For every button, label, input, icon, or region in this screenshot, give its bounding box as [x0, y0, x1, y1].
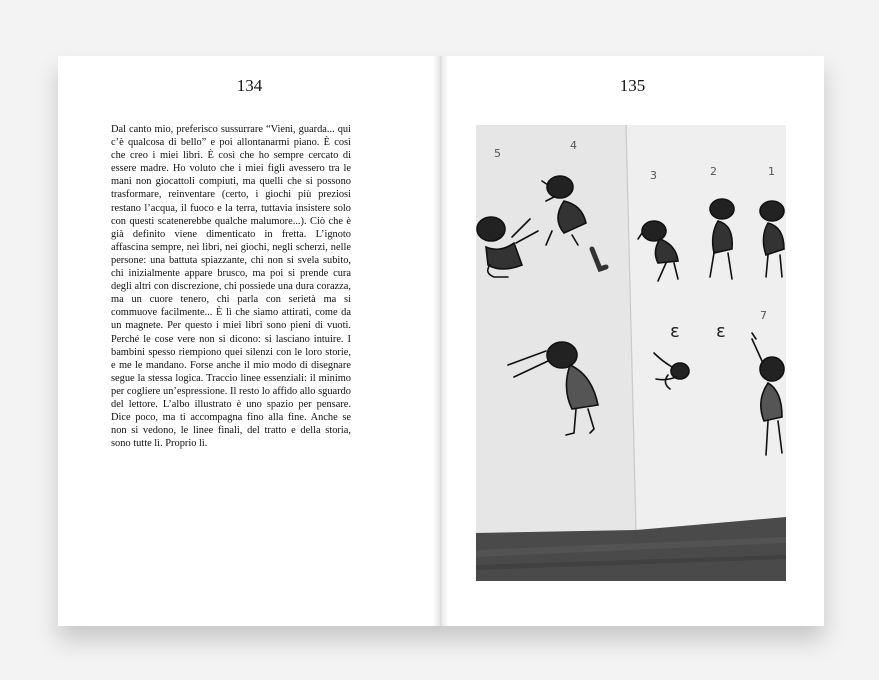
svg-text:ε: ε: [670, 321, 680, 342]
body-text: [111, 123, 351, 450]
svg-text:ε: ε: [716, 321, 726, 342]
paragraph: Dal canto mio, preferisco sussurrare “Vieni, guarda... qui c’è qualcosa di bello” e poi allontanarmi piano. È così che creo i miei libri. È così che ho sempre cercato di essere madre. Ho voluto che i miei figli avessero tra le mani non giocattoli compiuti, ma quelli che si possono trasformare, reinventare (certo, i giochi più preziosi restano l’acqua, il fuoco e la terra, tuttavia insistere solo con questi scatenerebbe qualche malumore...). Ciò che è già definito viene dimenticato in fretta. L’ignoto affascina sempre, nei libri, nei giochi, negli scherzi, nelle persone: una battuta spiazzante, chi non si svela subito, chi inizialmente appare brusco, ma poi si prende cura degli altri con discrezione, chi possiede una dura corazza, ma un cuore tenero, chi parla con serietà ma si commuove facilmente... È lì che siamo attirati, come da un magnete. Per questo i miei libri sono pieni di vuoti. Perché le cose vere non si dicono: si lasciano intuire. I bambini spesso riempiono quei silenzi con le loro storie, e me le mandano. Forse anche il mio modo di disegnare segue la stessa logica. Traccio linee essenziali: il minimo per cogliere un’espressione. Il resto lo affido allo sguardo del lettore. L’albo illustrato è uno spazio per pensare. Dice poco, ma ti accompagna fino alla fine. Anche se non si vedono, le linee finali, del tratto e della storia, sono tutte lì. Proprio lì.: [111, 124, 351, 450]
right-sheet: [626, 125, 786, 530]
sketch-number: 5: [494, 147, 501, 160]
page-number-right: 135: [619, 76, 646, 95]
sketch-number: 3: [650, 169, 657, 182]
right-page: [441, 56, 824, 626]
sketchbook-photo: [476, 125, 786, 581]
left-page: [58, 56, 441, 626]
page-number-left: 134: [236, 76, 263, 95]
sketch-number: 4: [570, 139, 577, 152]
open-book: [58, 56, 824, 626]
book-gutter: [433, 56, 449, 626]
sketch-number: 7: [760, 309, 767, 322]
sketch-number: 2: [710, 165, 717, 178]
sketchbook-illustration: [476, 125, 786, 581]
sketch-number: 1: [768, 165, 775, 178]
